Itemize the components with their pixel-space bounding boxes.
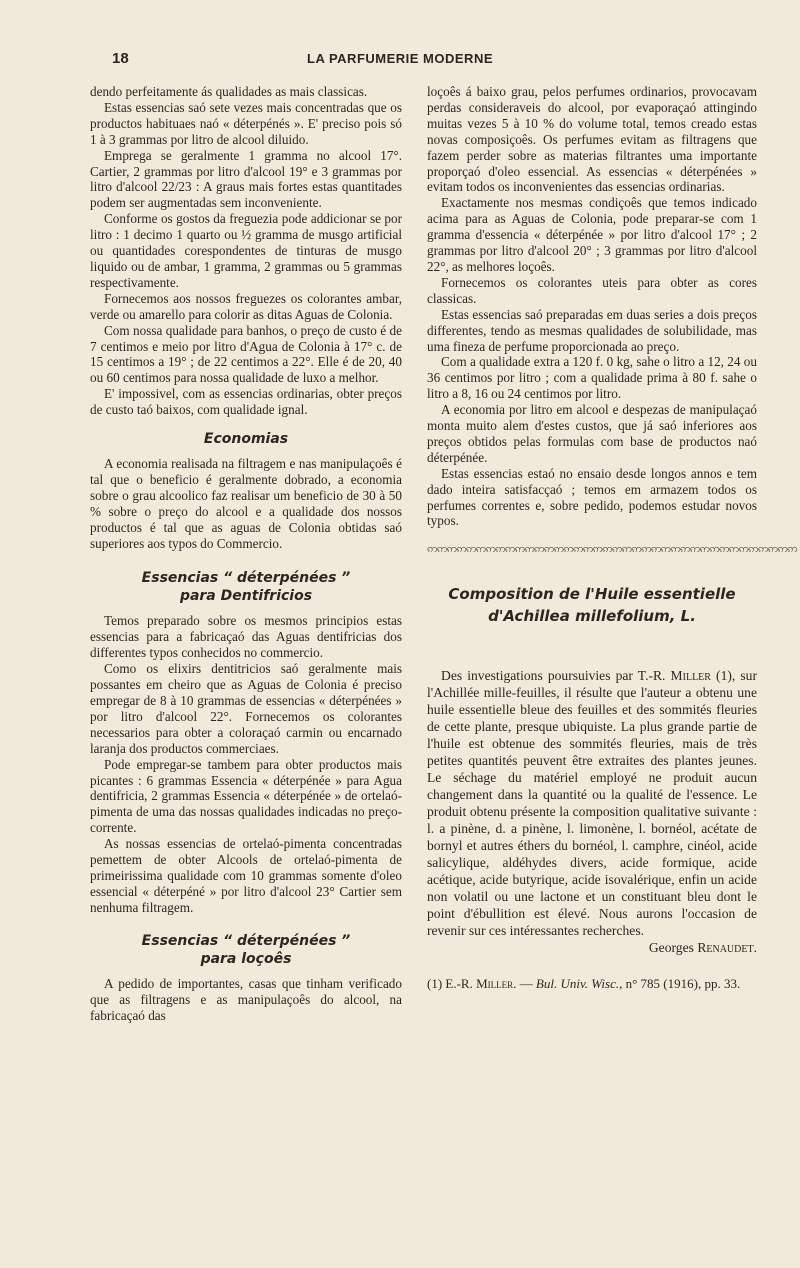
section-heading-dentifricios: Essencias “ déterpénées ” para Dentifricios [141, 570, 351, 605]
paragraph: E' impossivel, com as essencias ordinarias, obter preços de custo taó baixos, com qualidade ignal. [90, 386, 402, 418]
article-body [427, 667, 757, 992]
paragraph: Com a qualidade extra a 120 f. 0 kg, sahe o litro a 12, 24 ou 36 centimos por litro ; com a qualidade prima à 80 f. sahe o litro a 8, 16 ou 24 centimos por litro. [427, 354, 757, 402]
paragraph: Estas essencias saó sete vezes mais concentradas que os productos habituaes naó « déterpénés ». E' preciso pois só 1 à 3 grammas por litro de alcool diluido. [90, 99, 402, 147]
paragraph: Conforme os gostos da freguezia pode addicionar se por litro : 1 decimo 1 quarto ou ½ gramma de musgo artificial ou quantidades corespondentes de tinturas de musgo liquido ou de ambar, 1 gramma, 2 grammas ou 5 grammas respectivamente. [90, 211, 402, 290]
paragraph: Temos preparado sobre os mesmos principios estas essencias para a fabricaçaó das Aguas dentifricias dos differentes typos conhecidos no commercio. [90, 613, 402, 661]
page-header [0, 50, 800, 74]
paragraph: Estas essencias saó preparadas em duas series a dois preços differentes, tendo as mesmas qualidades de solubilidade, mas uma fineza de perfume proporcionada ao preço. [427, 306, 757, 354]
paragraph: A economia realisada na filtragem e nas manipulaçoês é tal que o beneficio é geralmente dobrado, a economia sobre o grau alcoolico faz realisar um beneficio de 30 à 50 % sobre o preço do alcool e a qualidade dos nossos productos é tal que as aguas de Colonia obtidas saó superiores aos typos do Commercio. [90, 456, 402, 551]
paragraph: Com nossa qualidade para banhos, o preço de custo é de 7 centimos e meio por litro d'Agua de Colonia à 17° c. de 15 centimos a 19° ; de 22 centimos a 22°. Elle é de 20, 40 ou 60 centimos para nossa qualidade de luxo a melhor. [90, 322, 402, 386]
footnote: (1) E.-R. Miller. — Bul. Univ. Wisc., n° 785 (1916), pp. 33. [427, 976, 741, 992]
paragraph: Fornecemos aos nossos freguezes os colorantes ambar, verde ou amarello para colorir as ditas Aguas de Colonia. [90, 290, 402, 322]
paragraph: Fornecemos os colorantes uteis para obter as cores classicas. [427, 274, 757, 306]
paragraph: loçoês á baixo grau, pelos perfumes ordinarios, provocavam perdas consideraveis do alcool, por evaporaçaó attingindo muitas vezes 5 à 10 % do volume total, temos creado estas novas composiçoês. Os perfumes evitam as filtragens que fazem perder sobre as materias filtrantes uma importante proporçaó d'oleo essencial. As essencias « déterpénées » evitam todos os inconvenientes das essencias ordinarias. [427, 84, 757, 195]
page-number: 18 [112, 50, 129, 67]
left-column [90, 84, 402, 1023]
article-heading: Composition de l'Huile essentielle d'Achillea millefolium, L. [448, 585, 736, 626]
paragraph: Exactamente nos mesmas condiçoês que temos indicado acima para as Aguas de Colonia, pode preparar-se com 1 gramma d'essencia « déterpénée » por litro d'alcool 17° ; 2 grammas por litro d'alcool 20° ; 3 grammas por litro d'alcool 22°, as melhores loçoês. [427, 195, 757, 274]
paragraph: A economia por litro em alcool e despezas de manipulaçaó monta muito alem d'estes custos, que já saó inferiores aos preços obtidos pelas formulas com base de productos naó déterpénée. [427, 402, 757, 465]
author-name: Miller [670, 668, 711, 684]
paragraph: As nossas essencias de ortelaó-pimenta concentradas pemettem de obter Alcools de ortelaó-pimenta de primeirissima qualidade com 10 grammas somente d'oleo essencial « déterpéné » por litro d'alcool 23° Cartier sem nenhuma filtragem. [90, 836, 402, 915]
paragraph: Como os elixirs dentitricios saó geralmente mais possantes em cheiro que as Aguas de Colonia é preciso empregar de 8 à 10 grammas de essencias « déterpénées » por litro d'alcool 22°. Fornecemos os colorantes necessarios para obter a coloraçaó carmin ou encarnado laranja dos productos commerciaes. [90, 661, 402, 756]
paragraph: dendo perfeitamente ás qualidades as mais classicas. [90, 84, 368, 99]
paragraph: Des investigations poursuivies par T.-R. Miller (1), sur l'Achillée mille-feuilles, il résulte que l'auteur a obtenu une huile essentielle bleue des feuilles et des sommités fleuries de cette plante, presque ubiquiste. La plus grande partie de l'huile est obtenue des sommités fleuries, mais de très petites quantités peuvent être extraites des plantes jeunes. Le séchage du matériel employé ne produit aucun changement dans la quantité ou la qualité de l'essence. Le produit obtenu présente la composition qualitative suivante : l. a pinène, d. a pinène, l. limonène, l. bornéol, acétate de bornyl et autres éthers du bornéol, l. camphre, cinéol, acide salicylique, aldéhydes divers, acide formique, acide acétique, acide butyrique, acide isovalérique, enfin un acide non volatil ou une lactone et un constituant bleu dont le point d'ébullition est élevé. Nous aurons l'occasion de revenir sur ces intéressantes recherches. [427, 668, 757, 939]
paragraph: Emprega se geralmente 1 gramma no alcool 17°. Cartier, 2 grammas por litro d'alcool 19° e 3 grammas por litro d'alcool 22/23 : A graus mais fortes estas quantitades podem ser augmentadas sem inconveniente. [90, 147, 402, 211]
right-column [427, 84, 797, 992]
section-heading-locoes: Essencias “ déterpénées ” para loçoês [141, 932, 351, 967]
ornamental-divider: ဢဢဢဢဢဢဢဢဢဢဢဢဢဢဢဢဢဢဢဢဢဢဢဢဢဢဢဢဢဢဢဢဢဢဢဢဢဢ [427, 542, 797, 556]
paragraph: Pode empregar-se tambem para obter productos mais picantes : 6 grammas Essencia « déterpénée » para Agua dentifricia, 2 grammas Essencia « déterpénée » de ortelaó-pimenta de uma das nossas qualidades indicadas no preço-corrente. [90, 756, 402, 836]
section-heading-economias: Economias [203, 431, 289, 448]
paragraph: A pedido de importantes, casas que tinham verificado que as filtragens e as manipulaçoês do alcool, na fabricaçaó das [90, 975, 402, 1023]
running-title: LA PARFUMERIE MODERNE [307, 51, 493, 66]
signature: Georges Renaudet. [648, 940, 757, 956]
paragraph: Estas essencias estaó no ensaio desde longos annos e tem dado inteira satisfacçaó ; temos em armazem todos os perfumes correntes e, sobre pedido, podemos estudar novos typos. [427, 465, 757, 529]
